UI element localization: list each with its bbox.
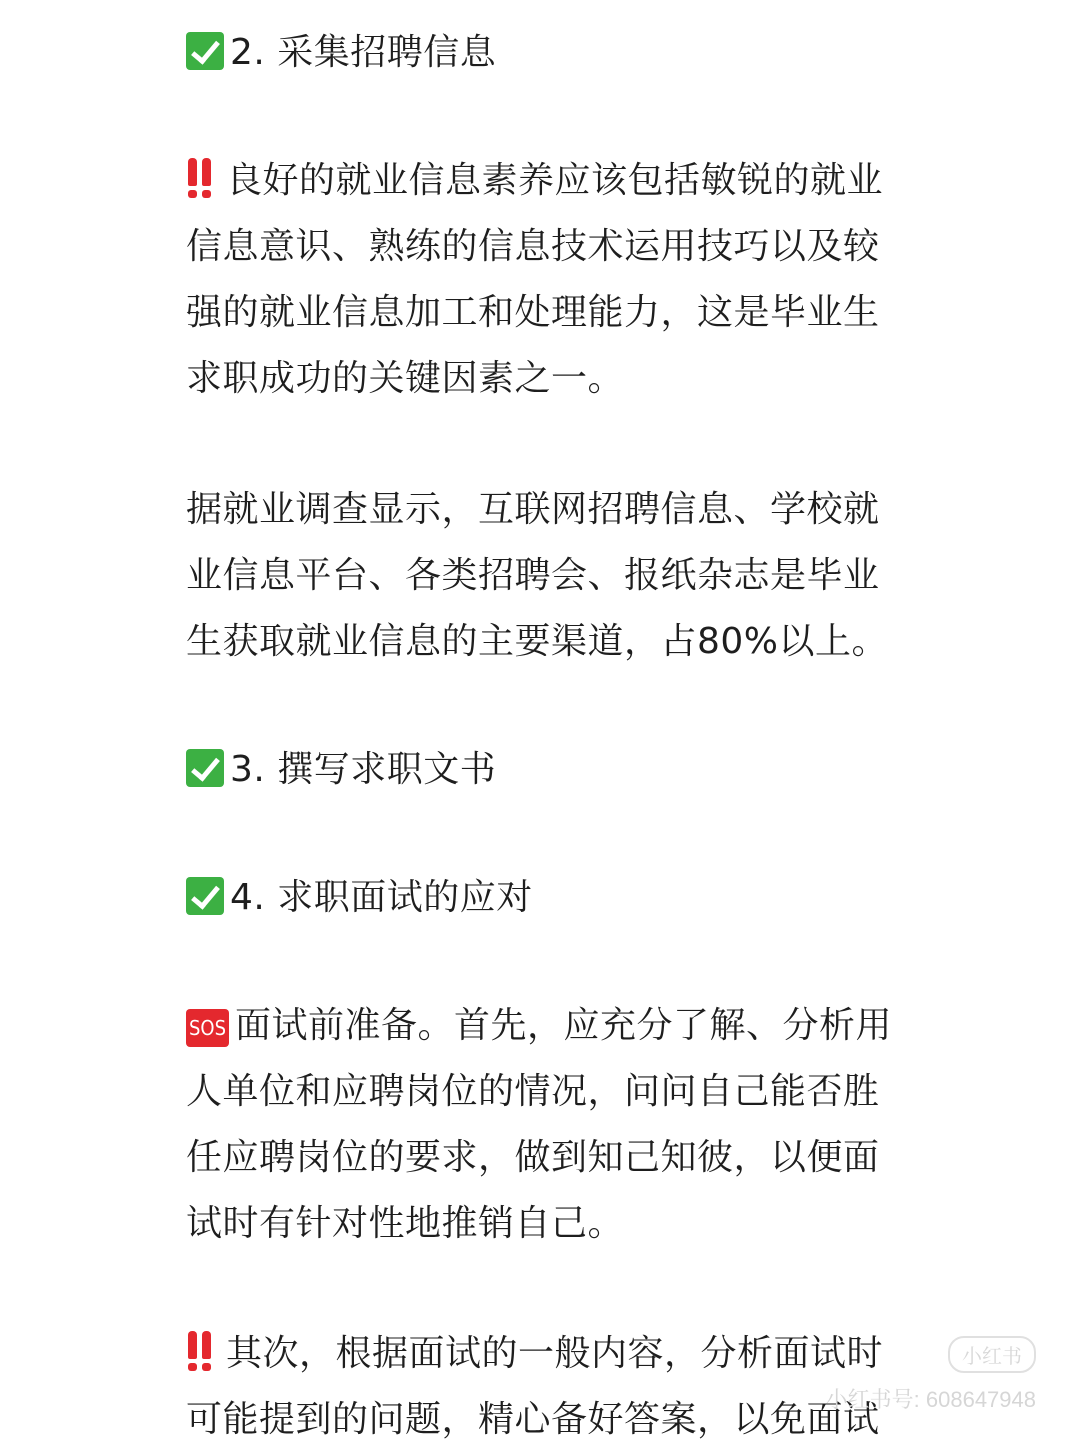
double-exclamation-icon [186,1331,218,1371]
paragraph-line: 求职成功的关键因素之一。 [186,358,625,399]
paragraph-line: 面试前准备。首先，应充分了解、分析用 [235,1005,893,1046]
paragraph-interview-questions [186,1321,896,1453]
paragraph-line: 信息意识、熟练的信息技术运用技巧以及较 [186,226,880,267]
paragraph-line: 强的就业信息加工和处理能力，这是毕业生 [186,292,880,333]
paragraph-info-literacy [186,148,896,412]
check-mark-icon [186,32,224,70]
paragraph-line: 业信息平台、各类招聘会、报纸杂志是毕业 [186,555,880,596]
paragraph-survey [186,477,896,675]
paragraph-line: 试时有针对性地推销自己。 [186,1203,625,1244]
double-exclamation-icon [186,158,218,198]
section-3-heading [186,737,896,803]
sos-icon: SOS [186,1009,229,1047]
check-mark-icon [186,749,224,787]
paragraph-line: 生获取就业信息的主要渠道，占80%以上。 [186,621,889,662]
paragraph-line: 其次，根据面试的一般内容，分析面试时 [226,1333,884,1374]
paragraph-line: 人单位和应聘岗位的情况，问问自己能否胜 [186,1071,880,1112]
section-2-heading [186,20,896,86]
section-3-title: 3. 撰写求职文书 [230,749,497,790]
watermark-logo: 小红书 [948,1336,1036,1373]
paragraph-line: 良好的就业信息素养应该包括敏锐的就业 [226,160,884,201]
paragraph-line: 任应聘岗位的要求，做到知己知彼，以便面 [186,1137,880,1178]
paragraph-line: 据就业调查显示，互联网招聘信息、学校就 [186,489,880,530]
section-4-title: 4. 求职面试的应对 [230,877,533,918]
paragraph-line: 可能提到的问题，精心备好答案，以免面试 [186,1399,880,1440]
check-mark-icon [186,877,224,915]
paragraph-interview-prep [186,993,896,1257]
section-4-heading [186,865,896,931]
section-2-title: 2. 采集招聘信息 [230,32,497,73]
watermark [826,1336,1036,1414]
watermark-id: 小红书号: 608647948 [825,1387,1036,1412]
